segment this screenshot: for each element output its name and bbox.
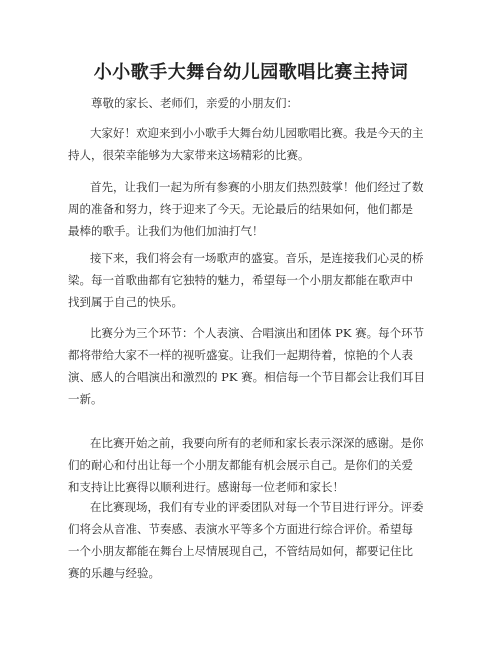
paragraph-line: 首先，让我们一起为所有参赛的小朋友们热烈鼓掌！他们经过了数 <box>90 180 424 194</box>
paragraph-line: 一个小朋友都能在舞台上尽情展现自己，不管结局如何，都要记住比 <box>68 544 413 558</box>
paragraph-line: 周的准备和努力，终于迎来了今天。无论最后的结果如何，他们都是 <box>68 202 413 216</box>
paragraph-format <box>68 322 438 410</box>
paragraph-line: 和支持让比赛得以顺利进行。感谢每一位老师和家长！ <box>68 480 344 494</box>
paragraph-line: 大家好！欢迎来到小小歌手大舞台幼儿园歌唱比赛。我是今天的主 <box>90 126 424 140</box>
paragraph-line: 们的耐心和付出让每一个小朋友都能有机会展示自己。是你们的关爱 <box>68 458 413 472</box>
paragraph-line: 持人，很荣幸能够为大家带来这场精彩的比赛。 <box>68 148 310 162</box>
paragraph-line: 梁。每一首歌曲都有它独特的魅力，希望每一个小朋友都能在歌声中 <box>68 273 413 287</box>
paragraph-music <box>68 247 438 313</box>
paragraph-line: 都将带给大家不一样的视听盛宴。让我们一起期待着，惊艳的个人表 <box>68 348 413 362</box>
document-title: 小小歌手大舞台幼儿园歌唱比赛主持词 <box>93 62 409 83</box>
paragraph-judges <box>68 496 438 584</box>
paragraph-line: 找到属于自己的快乐。 <box>68 295 183 309</box>
paragraph-line: 比赛分为三个环节：个人表演、合唱演出和团体 PK 赛。每个环节 <box>90 326 425 340</box>
paragraph-line: 一新。 <box>68 392 103 406</box>
paragraph-thanks <box>68 432 438 498</box>
paragraph-line: 在比赛现场，我们有专业的评委团队对每一个节目进行评分。评委 <box>90 500 424 514</box>
paragraph-line: 赛的乐趣与经验。 <box>68 566 160 580</box>
paragraph-line: 最棒的歌手。让我们为他们加油打气！ <box>68 224 264 238</box>
paragraph-line: 们将会从音准、节奏感、表演水平等多个方面进行综合评价。希望每 <box>68 522 413 536</box>
greeting-line: 尊敬的家长、老师们，亲爱的小朋友们： <box>91 96 298 110</box>
paragraph-line: 接下来，我们将会有一场歌声的盛宴。音乐，是连接我们心灵的桥 <box>90 251 424 265</box>
paragraph-applause <box>68 176 438 242</box>
paragraph-welcome <box>68 122 438 166</box>
paragraph-line: 在比赛开始之前，我要向所有的老师和家长表示深深的感谢。是你 <box>90 436 424 450</box>
paragraph-line: 演、感人的合唱演出和激烈的 PK 赛。相信每一个节目都会让我们耳目 <box>68 370 426 384</box>
